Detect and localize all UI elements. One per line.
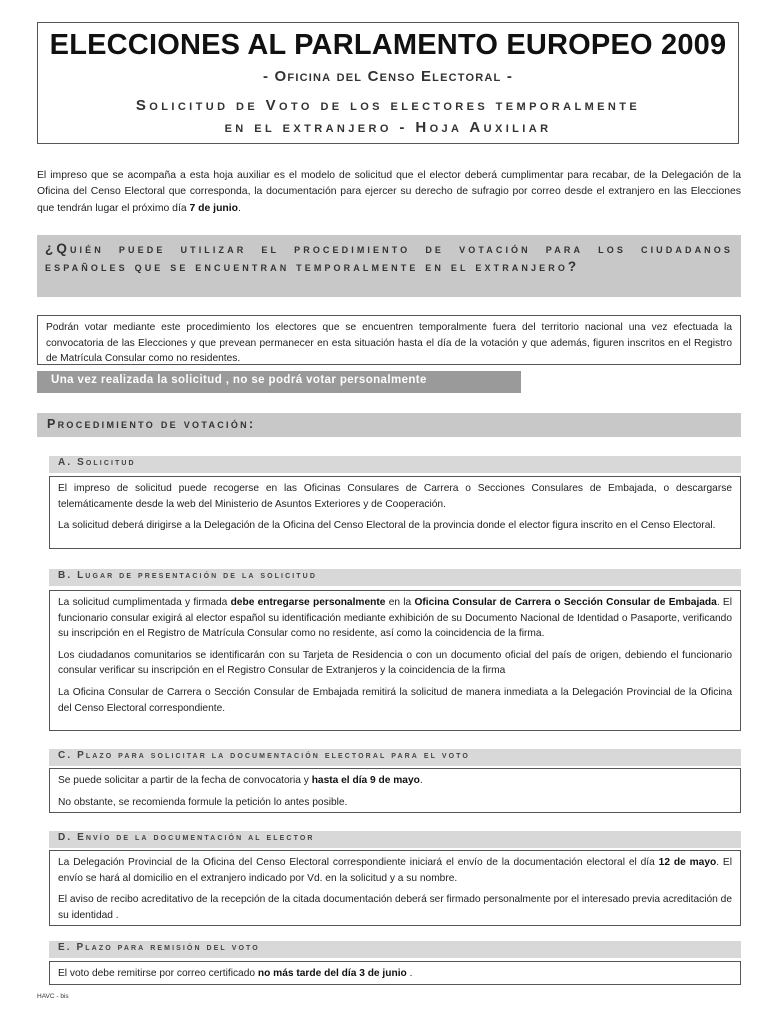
- section-d-p1-text-a: La Delegación Provincial de la Oficina del Censo Electoral correspondiente iniciará el envío de la documentación electoral el día: [58, 857, 659, 868]
- form-code: HAVC - bis: [37, 993, 69, 1000]
- intro-paragraph: [37, 168, 741, 217]
- section-a-box: [49, 476, 741, 549]
- section-a-p1: El impreso de solicitud puede recogerse en las Oficinas Consulares de Carrera o Secciones Consulares de Embajada, o descargarse telemáticamente desde la web del Ministerio de Asuntos Exteriores y de Cooperación.: [58, 483, 732, 510]
- section-c-p2: No obstante, se recomienda formule la petición lo antes posible.: [58, 796, 348, 808]
- section-e-p1-text-c: .: [406, 968, 413, 979]
- section-b-p2: Los ciudadanos comunitarios se identificarán con su Tarjeta de Residencia o con un documento oficial del país de origen, debiendo el funcionario consular verificar su inscripción en el Registro Consular de Extranjeros y la coincidencia de la firma: [58, 649, 732, 677]
- section-b-p1-text-d: . El funcionario consular exigirá al elector español su identificación mediante exhibición de su Documento Nacional de Identidad o Pasaporte, verificando su inscripción en el Registro de Matrícula Consular como no residente, así como la coincidencia de la firma.: [58, 597, 732, 640]
- section-d-box: [49, 850, 741, 926]
- section-e-box: [49, 961, 741, 985]
- form-heading: [38, 95, 738, 139]
- section-b-p1-text-a: La solicitud cumplimentada y firmada: [58, 597, 231, 608]
- section-b-p1-text-c: en la: [385, 597, 415, 608]
- section-c-p1-text-c: .: [419, 775, 423, 786]
- section-d-p1-text-c: . El envío se hará al domicilio en el extranjero indicado por Vd. en la solicitud y a su nombre.: [58, 857, 732, 884]
- section-a-title: A. Solicitud: [49, 456, 741, 473]
- eligibility-text: Podrán votar mediante este procedimiento los electores que se encuentren temporalmente fuera del territorio nacional una vez efectuada la convocatoria de las Elecciones y que prevean permanecer en esta situación hasta el día de la votación y que además, figuren inscritos en el Registro de Matrícula Consular como no residentes.: [46, 322, 732, 365]
- question-heading: ¿Quién puede utilizar el procedimiento de votación para los ciudadanos españoles que se encuentran temporalmente en el extranjero?: [37, 235, 741, 297]
- page-title: ELECCIONES AL PARLAMENTO EUROPEO 2009: [49, 29, 727, 61]
- section-c-p1-text-a: Se puede solicitar a partir de la fecha de convocatoria y: [58, 775, 312, 786]
- procedure-heading: Procedimiento de votación:: [37, 413, 741, 437]
- section-e-deadline: no más tarde del día 3 de junio: [257, 968, 407, 979]
- section-d-title: D. Envío de la documentación al elector: [49, 831, 741, 848]
- section-d-p2: El aviso de recibo acreditativo de la recepción de la citada documentación deberá ser firmado personalmente por el interesado previa acreditación de su identidad .: [58, 894, 732, 921]
- form-heading-line-1: Solicitud de Voto de los electores temporalmente: [135, 97, 641, 114]
- section-b-p1-bold-1: debe entregarse personalmente: [230, 597, 386, 608]
- eligibility-box: [37, 315, 741, 365]
- section-e-p1: [58, 966, 732, 982]
- section-c-title: C. Plazo para solicitar la documentación electoral para el voto: [49, 749, 741, 766]
- office-subtitle: - Oficina del Censo Electoral -: [262, 68, 514, 85]
- section-e-title: E. Plazo para remisión del voto: [49, 941, 741, 958]
- intro-text: El impreso que se acompaña a esta hoja auxiliar es el modelo de solicitud que el elector deberá cumplimentar para recabar, de la Delegación de la Oficina del Censo Electoral que corresponda, la documentación para ejercer su derecho de sufragio por correo desde el extranjero en las Elecciones que tendrán lugar el próximo día: [37, 170, 741, 214]
- section-b-p1: [58, 595, 732, 642]
- section-b-title: B. Lugar de presentación de la solicitud: [49, 569, 741, 586]
- section-d-p1: [58, 855, 732, 886]
- form-heading-line-2: en el extranjero - Hoja Auxiliar: [224, 119, 552, 136]
- section-c-deadline: hasta el día 9 de mayo: [311, 775, 420, 786]
- warning-banner: Una vez realizada la solicitud , no se podrá votar personalmente: [37, 371, 521, 393]
- section-e-p1-text-a: El voto debe remitirse por correo certificado: [58, 968, 258, 979]
- section-c-box: [49, 768, 741, 813]
- section-b-p1-bold-2: Oficina Consular de Carrera o Sección Consular de Embajada: [414, 597, 717, 608]
- document-header: [37, 22, 739, 144]
- section-d-date: 12 de mayo: [658, 857, 717, 868]
- section-a-p2: La solicitud deberá dirigirse a la Delegación de la Oficina del Censo Electoral de la provincia donde el elector figura inscrito en el Censo Electoral.: [58, 520, 716, 532]
- section-b-box: [49, 590, 741, 731]
- section-c-p1: [58, 773, 732, 789]
- election-date: 7 de junio: [189, 202, 238, 214]
- intro-text-end: .: [238, 202, 241, 214]
- section-b-p3: La Oficina Consular de Carrera o Sección Consular de Embajada remitirá la solicitud de manera inmediata a la Delegación Provincial de la Oficina del Censo Electoral correspondiente.: [58, 686, 732, 714]
